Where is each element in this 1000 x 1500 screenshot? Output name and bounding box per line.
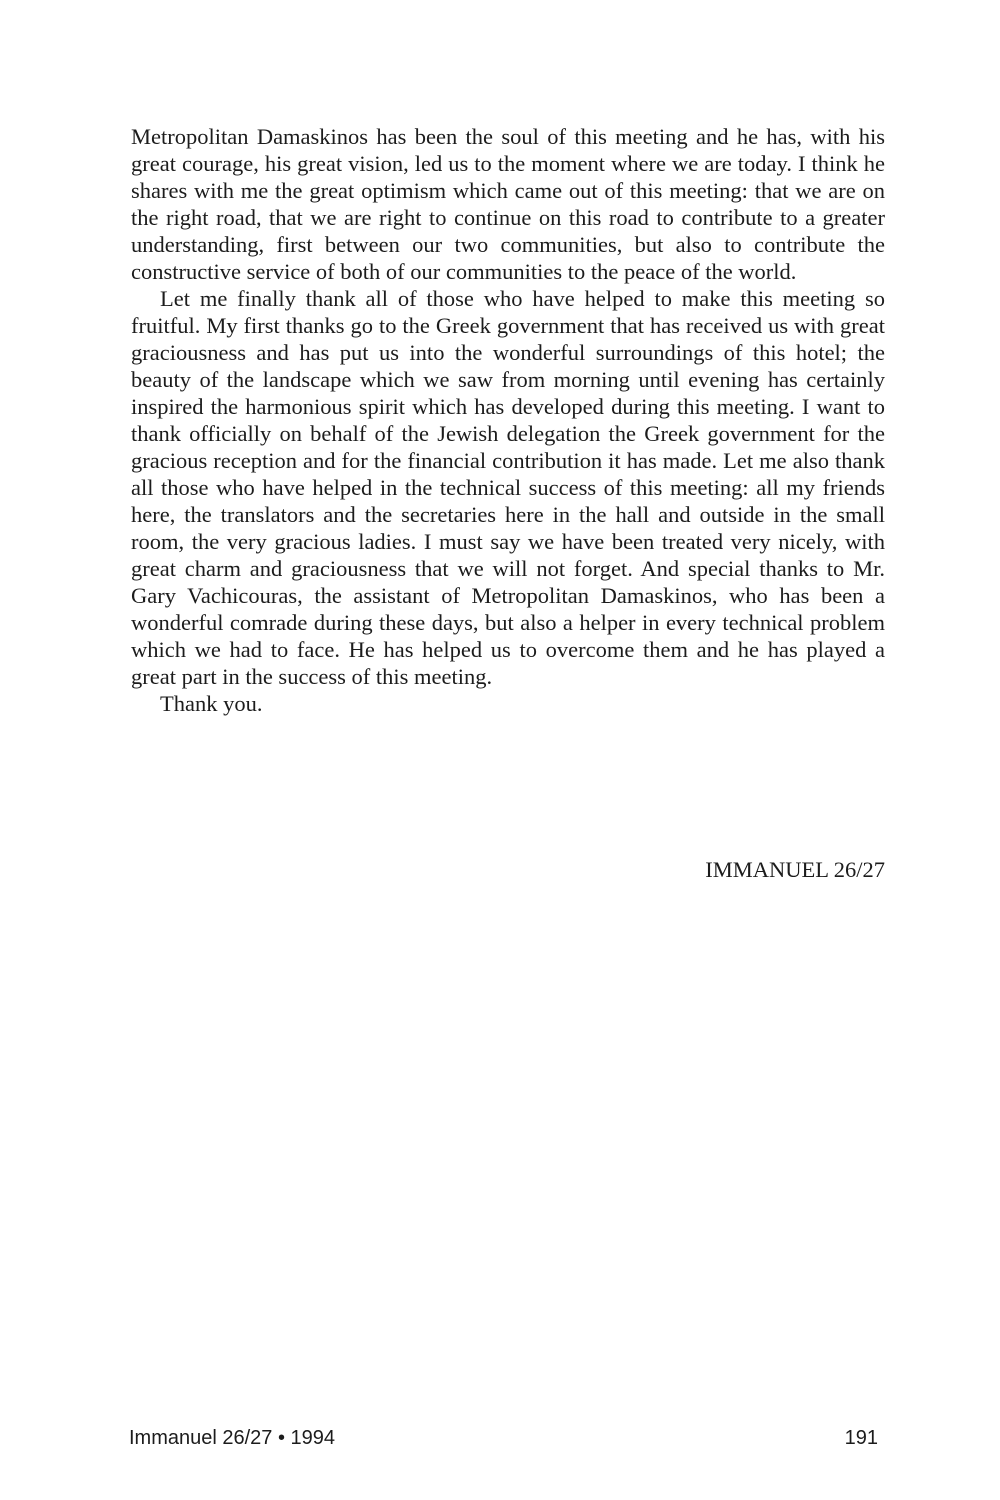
- paragraph-thanks: Let me finally thank all of those who have helped to make this meeting so fruitful. My first thanks go to the Greek government that has received us with great graciousness and has put us into the wonderful surroundings of this hotel; the beauty of the landscape which we saw from morning until evening has certainly inspired the harmonious spirit which has developed during this meeting. I want to thank officially on behalf of the Jewish delegation the Greek government for the gracious reception and for the financial contribution it has made. Let me also thank all those who have helped in the technical success of this meeting: all my friends here, the translators and the secretaries here in the hall and outside in the small room, the very gracious ladies. I must say we have been treated very nicely, with great charm and graciousness that we will not forget. And special thanks to Mr. Gary Vachicouras, the assistant of Metropolitan Damaskinos, who has been a wonderful comrade during these days, but also a helper in every technical problem which we had to face. He has helped us to overcome them and he has played a great part in the success of this meeting.: [131, 286, 885, 689]
- paragraph-closing: Thank you.: [160, 691, 263, 716]
- signature: IMMANUEL 26/27: [705, 857, 885, 882]
- page-number: 191: [844, 1427, 878, 1449]
- paragraph-damaskinos: Metropolitan Damaskinos has been the soul of this meeting and he has, with his great courage, his great vision, led us to the moment where we are today. I think he shares with me the great optimism which came out of this meeting: that we are on the right road, that we are right to continue on this road to contribute to a greater understanding, first between our two communities, but also to contribute the constructive service of both of our communities to the peace of the world.: [131, 124, 885, 284]
- footer-journal-title: Immanuel 26/27 • 1994: [129, 1427, 336, 1449]
- article-body: [131, 123, 885, 717]
